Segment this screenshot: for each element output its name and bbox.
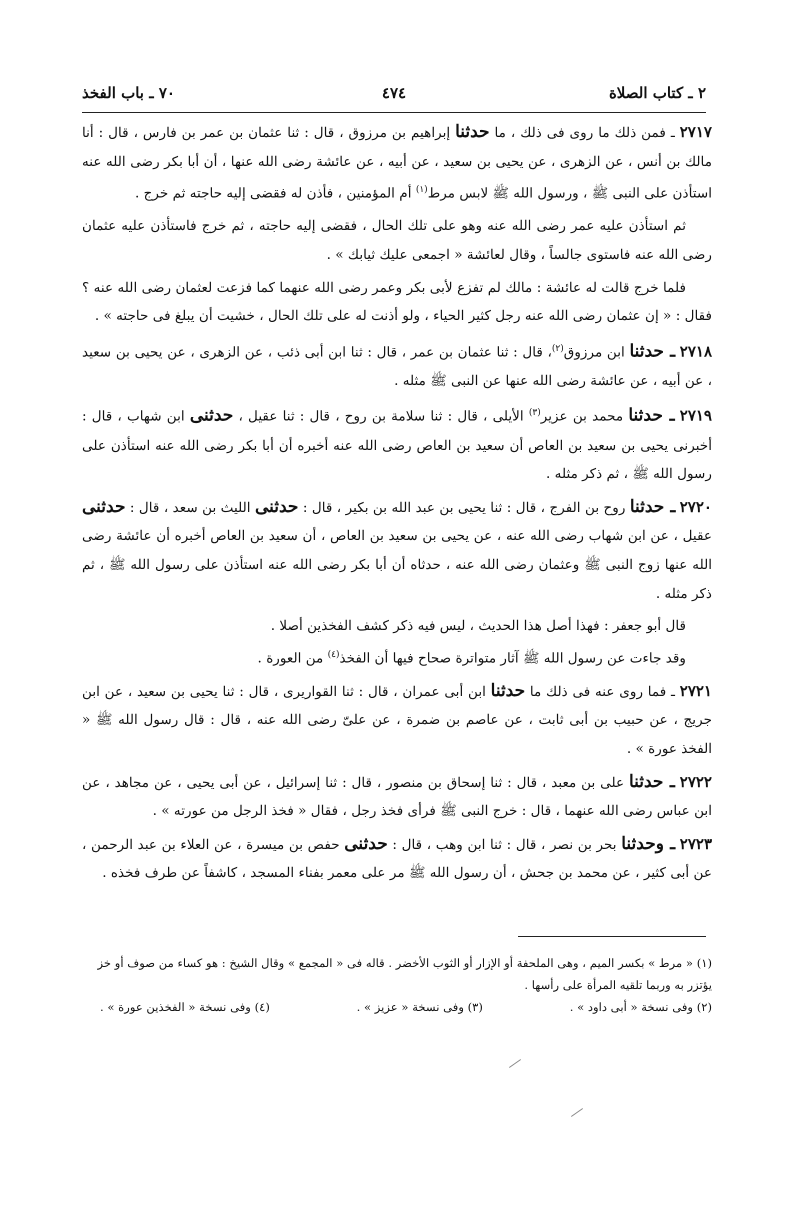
haddathana-word: ـ حدثنا — [628, 771, 675, 792]
footnote-ref: (١) — [415, 185, 428, 196]
haddathana-word: حدثنا — [455, 122, 490, 142]
haddathana-word: ـ وحدثنا — [621, 833, 676, 854]
hadith-number: ٢٧١٧ — [679, 123, 712, 141]
page-number: ٤٧٤ — [381, 84, 407, 102]
hadith-text: على بن معبد ، قال : ثنا إسحاق بن منصور ، قال : ثنا إسرائيل ، عن أبى يحيى ، عن مجاهد ، عن ابن عباس رضى الله عنهما ، قال : خرج النبى ﷺ فرأى فخذ رجل ، فقال « فخذ الرجل من عورته » . — [82, 774, 712, 820]
header-divider — [82, 112, 706, 113]
hadith-text: ، قال : ثنا عثمان بن عمر ، قال : ثنا ابن أبى ذئب ، عن الزهرى ، عن يحيى بن سعيد ، عن أبيه ، عن عائشة رضى الله عنها عن النبى ﷺ مثله . — [82, 344, 712, 389]
hadith-text: ـ فمن ذلك ما روى فى ذلك ، ما — [494, 125, 675, 141]
haddathani-word: حدثنى — [189, 405, 234, 426]
hadith-text: الليث بن سعد ، قال : — [129, 499, 251, 516]
hadith-2721 — [82, 677, 712, 764]
hadith-text: روح بن الفرج ، قال : ثنا يحيى بن عبد الله بن بكير ، قال : — [302, 499, 626, 516]
hadith-text: قال أبو جعفر : فهذا أصل هذا الحديث ، ليس فيه ذكر كشف الفخذين أصلا . — [270, 618, 686, 635]
footnotes — [82, 952, 712, 1018]
hadith-text: الأيلى ، قال : ثنا سلامة بن روح ، قال : ثنا عقيل ، — [238, 408, 524, 425]
hadith-text: عقيل ، عن ابن شهاب رضى الله عنه ، عن يحيى بن سعيد بن العاص ، أن سعيد بن العاص أخبره أن عائشة رضى الله عنها زوج النبى ﷺ وعثمان رضى الله عنه ، حدثاه أن أبا بكر رضى الله عنه استأذن على رسول الله ﷺ ، ثم ذكر مثله . — [82, 528, 712, 602]
hadith-2723 — [82, 830, 712, 888]
hadith-2717 — [82, 118, 712, 208]
haddathana-word: ـ حدثنا — [629, 341, 676, 362]
footnote-4: (٤) وفى نسخة « الفخذين عورة » . — [100, 1000, 270, 1014]
haddathani-word: حدثنى — [82, 496, 126, 517]
hadith-text: بحر بن نصر ، قال : ثنا ابن وهب ، قال : — [392, 836, 617, 853]
hadith-number: ٢٧٢١ — [679, 681, 712, 700]
haddathani-word: حدثنى — [344, 833, 388, 854]
footnote-ref: (٢) — [551, 343, 564, 354]
scan-mark — [509, 1059, 521, 1068]
hadith-text: حفص بن ميسرة ، عن العلاء بن عبد الرحمن ، عن أبى كثير ، عن محمد بن جحش ، أن رسول الله ﷺ مر على معمر بفناء المسجد ، كاشفاً عن طرف فخذه . — [82, 836, 712, 882]
haddathani-word: حدثنى — [254, 496, 299, 517]
book-title: ٢ ـ كتاب الصلاة — [608, 84, 706, 102]
hadith-text: وقد جاءت عن رسول الله ﷺ آثار متواترة صحاح فيها أن الفخذ — [339, 650, 686, 667]
hadith-text: ابن مرزوق — [563, 344, 625, 361]
haddathana-word: حدثنا — [490, 680, 526, 701]
hadith-text: أم المؤمنين ، فأذن له فقضى إليه حاجته ثم خرج . — [134, 185, 412, 202]
abu-jafar-comment — [82, 612, 712, 641]
hadith-2717-cont — [82, 274, 712, 331]
chapter-title: ٧٠ ـ باب الفخذ — [82, 84, 175, 102]
page-header — [82, 84, 706, 110]
athar-statement — [82, 641, 712, 673]
hadith-text: من العورة . — [257, 650, 324, 667]
hadith-text: محمد بن عزير — [540, 408, 624, 425]
footnote-3: (٣) وفى نسخة « عزيز » . — [356, 1000, 483, 1014]
hadith-text: ـ فما روى عنه فى ذلك ما — [529, 683, 676, 700]
footnote-divider — [518, 936, 706, 937]
hadith-text: ابن أبى عمران ، قال : ثنا القواريرى ، قال : ثنا يحيى بن سعيد ، عن ابن جريج ، عن حبيب بن أبى ثابت ، عن عاصم بن ضمرة ، عن علىّ رضى الله عنه ، قال : قال رسول الله ﷺ « الفخذ عورة » . — [82, 683, 712, 757]
hadith-text: فلما خرج قالت له عائشة : مالك لم تفزع لأبى بكر وعمر رضى الله عنهما كما فزعت لعثمان رضى الله عنه ؟ فقال : « إن عثمان رضى الله عنه رجل كثير الحياء ، ولو أذنت له على تلك الحال ، خشيت أن يبلغ فى حاجته » . — [82, 279, 712, 325]
hadith-number: ٢٧٢٢ — [679, 772, 712, 791]
hadith-2722 — [82, 768, 712, 826]
hadith-number: ٢٧٢٣ — [679, 834, 713, 853]
footnote-1: (١) « مرط » بكسر الميم ، وهى الملحفة أو الإزار أو الثوب الأخضر . قاله فى « المجمع » وقال الشيخ : هو كساء من صوف أو خز يؤتزر به وربما تلقيه المرأة على رأسها . — [97, 956, 712, 992]
hadith-text: ابن شهاب ، قال : أخبرنى يحيى بن سعيد بن العاص أن سعيد بن العاص رضى الله عنه أخبره أن أبا بكر رضى الله عنه استأذن على رسول الله ﷺ ، ثم ذكر مثله . — [82, 408, 712, 483]
hadith-number: ٢٧١٨ — [679, 342, 713, 361]
hadith-2720 — [82, 493, 712, 608]
scan-mark — [571, 1108, 583, 1117]
footnotes-row — [82, 996, 712, 1018]
hadith-text: إبراهيم بن مرزوق ، قال : ثنا عثمان بن عمر بن فارس ، قال : أنا مالك بن أنس ، عن الزهرى ، عن يحيى بن سعيد ، عن أبيه ، عن عائشة رضى الله عنها ، أن أبا بكر رضى الله عنه استأذن على النبى ﷺ ، ورسول الله ﷺ لابس مرط — [82, 125, 712, 202]
hadith-text: ثم استأذن عليه عمر رضى الله عنه وهو على تلك الحال ، فقضى إليه حاجته ، ثم خرج فاستأذن عليه عثمان رضى الله عنه فاستوى جالساً ، وقال لعائشة « اجمعى عليك ثيابك » . — [82, 218, 712, 263]
hadith-number: ٢٧٢٠ — [679, 497, 712, 516]
footnote-2: (٢) وفى نسخة « أبى داود » . — [569, 1000, 712, 1014]
hadith-2718 — [82, 335, 712, 396]
footnote-ref: (٤) — [327, 649, 340, 660]
haddathana-word: ـ حدثنا — [629, 496, 676, 517]
hadith-number: ٢٧١٩ — [679, 406, 712, 425]
main-text — [82, 118, 712, 888]
hadith-2719 — [82, 399, 712, 488]
footnote-ref: (٣) — [528, 408, 541, 419]
haddathana-word: ـ حدثنا — [628, 405, 675, 426]
hadith-2717-cont — [82, 212, 712, 269]
